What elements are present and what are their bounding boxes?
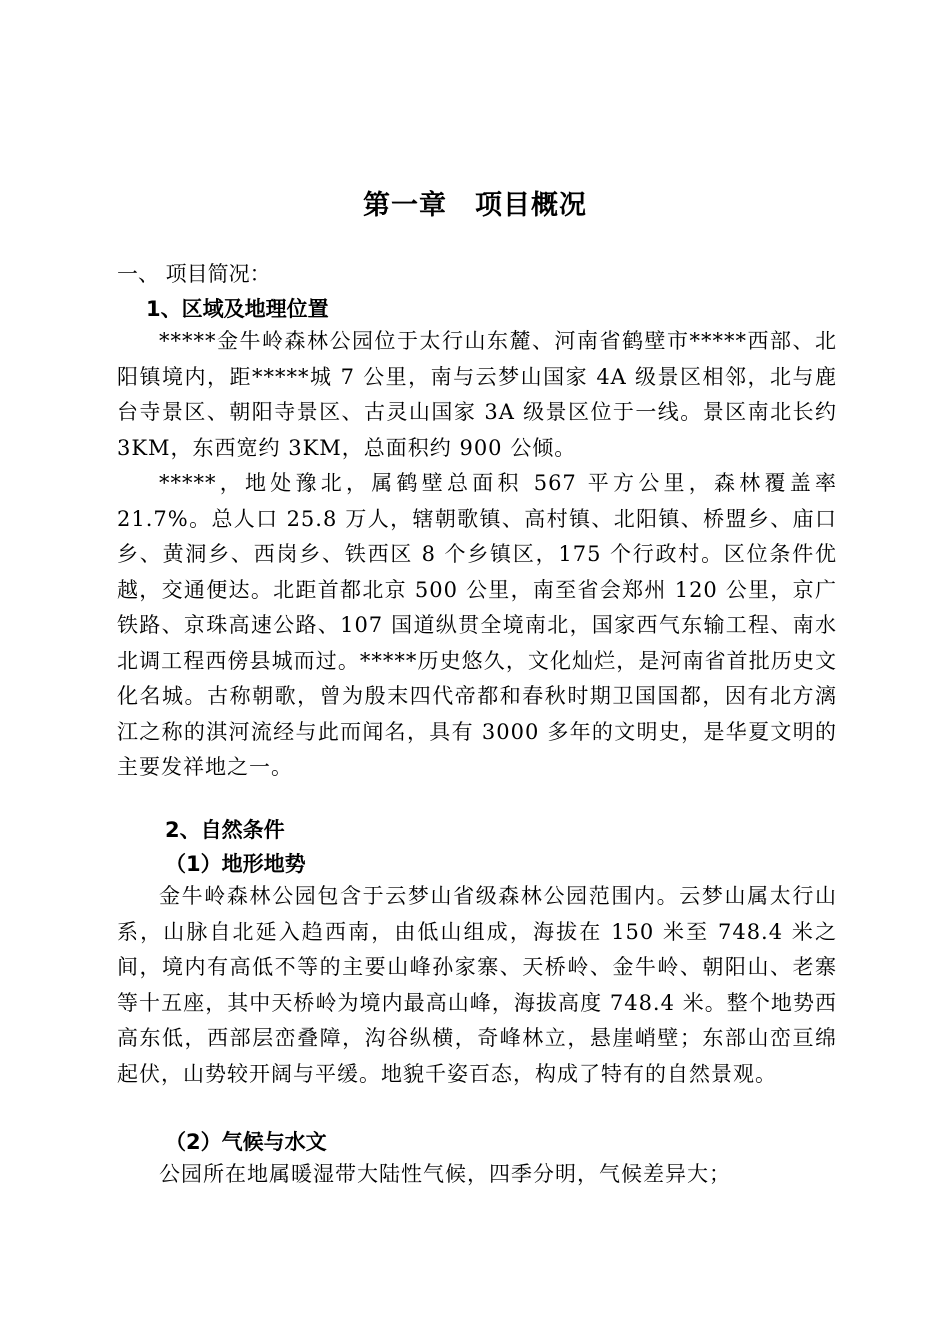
chapter-title: 第一章 项目概况 xyxy=(363,190,587,221)
section-heading-project-overview: 一、 项目简况： xyxy=(117,262,271,286)
paragraph-location: *****金牛岭森林公园位于太行山东麓、河南省鹤壁市*****西部、北阳镇境内，距*****城 7 公里，南与云梦山国家 4A 级景区相邻，北与鹿台寺景区、朝阳寺景区、古灵山国家 3A 级景区位于一线。景区南北长约 3KM，东西宽约 3KM，总面积约 900 公倾。 xyxy=(117,329,837,460)
paragraph-terrain: 金牛岭森林公园包含于云梦山省级森林公园范围内。云梦山属太行山系，山脉自北延入趋西南，由低山组成，海拔在 150 米至 748.4 米之间，境内有高低不等的主要山峰孙家寨、天桥岭、金牛岭、朝阳山、老寨等十五座，其中天桥岭为境内最高山峰，海拔高度 748.4 米。整个地势西高东低，西部层峦叠障，沟谷纵横，奇峰林立，悬崖峭壁；东部山峦亘绵起伏，山势较开阔与平缓。地貌千姿百态，构成了特有的自然景观。 xyxy=(117,884,837,1086)
paragraph-climate: 公园所在地属暖湿带大陆性气候，四季分明，气候差异大； xyxy=(159,1162,731,1186)
subsubsection-heading-climate-hydrology: （2）气候与水文 xyxy=(165,1130,327,1154)
subsubsection-heading-terrain: （1）地形地势 xyxy=(165,852,306,876)
subsection-heading-location: 1、区域及地理位置 xyxy=(146,297,329,321)
paragraph-county-overview: *****，地处豫北，属鹤壁总面积 567 平方公里，森林覆盖率 21.7%。总人口 25.8 万人，辖朝歌镇、高村镇、北阳镇、桥盟乡、庙口乡、黄洞乡、西岗乡、铁西区 8 个乡镇区，175 个行政村。区位条件优越，交通便达。北距首都北京 500 公里，南至省会郑州 120 公里，京广铁路、京珠高速公路、107 国道纵贯全境南北，国家西气东输工程、南水北调工程西傍县城而过。*****历史悠久，文化灿烂，是河南省首批历史文化名城。古称朝歌，曾为殷末四代帝都和春秋时期卫国国都，因有北方漓江之称的淇河流经与此而闻名，具有 3000 多年的文明史，是华夏文明的主要发祥地之一。 xyxy=(117,471,837,779)
subsection-heading-natural-conditions: 2、自然条件 xyxy=(165,818,285,842)
